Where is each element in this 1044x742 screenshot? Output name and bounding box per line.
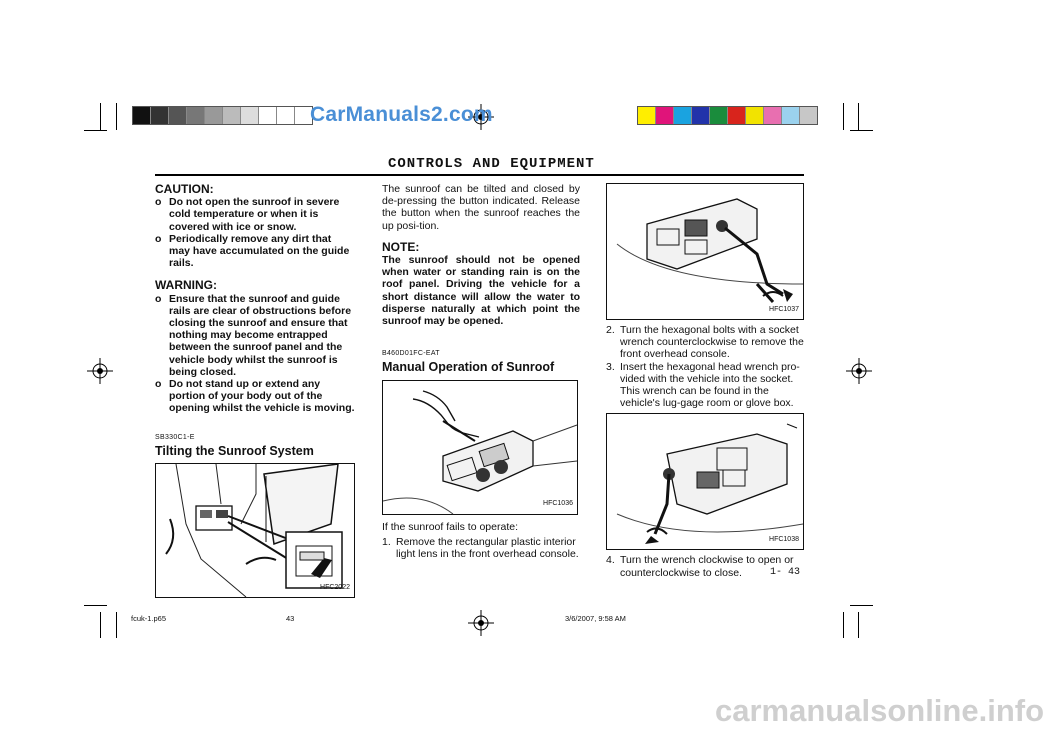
page-number: 1- 43 [770, 567, 801, 578]
calibration-swatch [258, 107, 276, 124]
column-left [155, 183, 355, 598]
caution-heading: CAUTION: [155, 182, 214, 196]
calibration-swatch [727, 107, 745, 124]
header-rule [155, 174, 804, 176]
calibration-swatch [763, 107, 781, 124]
step-item: 1. Remove the rectangular plastic interior light lens in the front overhead console. [382, 535, 579, 561]
hex-wrench-illustration [607, 414, 803, 549]
calibration-swatch [150, 107, 168, 124]
figure-code: HFC1037 [769, 305, 799, 313]
overhead-console-lens-illustration [383, 381, 577, 514]
registration-mark-icon [468, 610, 494, 636]
calibration-swatch [673, 107, 691, 124]
caution-item: o Do not open the sunroof in severe cold temperature or when it is covered with ice or snow. [155, 196, 340, 233]
figure-code: HFC2022 [320, 583, 350, 591]
calibration-swatch [745, 107, 763, 124]
step-item: 4. Turn the wrench clockwise to open or counterclockwise to close. [606, 554, 794, 579]
calibration-swatch [709, 107, 727, 124]
registration-mark-icon [87, 358, 113, 384]
column-right [606, 183, 804, 579]
color-calibration-bar [637, 106, 818, 125]
warning-item: o Do not stand up or extend any portion of your body out of the opening whilst the vehicle is moving. [155, 378, 355, 415]
step-item: 3. Insert the hexagonal head wrench pro-vided with the vehicle into the socket. This wrench can be found in the vehicle's lug-gage room or glove box. [606, 360, 800, 410]
section-title-tilting: Tilting the Sunroof System [155, 443, 314, 458]
warning-heading: WARNING: [155, 278, 217, 293]
calibration-swatch [638, 107, 655, 124]
column-middle [382, 183, 580, 560]
calibration-swatch [655, 107, 673, 124]
calibration-swatch [276, 107, 294, 124]
fail-text: If the sunroof fails to operate: [382, 520, 518, 533]
figure-hex-wrench [606, 413, 804, 550]
figure-socket-wrench [606, 183, 804, 320]
calibration-swatch [691, 107, 709, 124]
note-heading: NOTE: [382, 239, 420, 254]
figure-remove-lens [382, 380, 578, 515]
sunroof-console-illustration [156, 464, 354, 597]
step-item: 2. Turn the hexagonal bolts with a socket wrench counterclockwise to remove the front overhead console. [606, 324, 804, 361]
registration-mark-icon [846, 358, 872, 384]
figure-code: HFC1038 [769, 536, 799, 544]
footer-date: 3/6/2007, 9:58 AM [565, 614, 626, 623]
warning-item: o Ensure that the sunroof and guide rails are clear of obstructions before closing the sunroof and ensure that nothing may become entrapped between the sunroof panel and the vehicle body whilst the sunroof is being closed. [155, 292, 352, 378]
calibration-swatch [133, 107, 150, 124]
calibration-swatch [240, 107, 258, 124]
tilt-intro-text: The sunroof can be tilted and closed by de-pressing the button indicated. Release the button when the sunroof reaches the up posi-tion. [382, 183, 580, 232]
footer-filename: fcuk-1.p65 [131, 614, 167, 623]
calibration-swatch [204, 107, 222, 124]
section-title-manual: Manual Operation of Sunroof [382, 360, 555, 375]
note-text: The sunroof should not be opened when water or standing rain is on the roof panel. Driving the vehicle for a short distance will allow the water to disperse naturally at which point the sunroof may be opened. [382, 254, 580, 328]
page-header-title: CONTROLS AND EQUIPMENT [388, 156, 595, 172]
grayscale-calibration-bar [132, 106, 313, 125]
calibration-swatch [799, 107, 817, 124]
figure-tilt-button [155, 463, 355, 598]
calibration-swatch [222, 107, 240, 124]
socket-wrench-illustration [607, 184, 803, 319]
calibration-swatch [168, 107, 186, 124]
figure-code: HFC1036 [543, 500, 573, 508]
footer-page: 43 [286, 614, 295, 623]
footer-watermark[interactable]: carmanualsonline.info [715, 693, 1044, 728]
section-code: SB330C1-E [155, 433, 195, 441]
section-code: B460D01FC-EAT [382, 350, 440, 358]
caution-item: o Periodically remove any dirt that may have accumulated on the guide rails. [155, 232, 350, 270]
calibration-swatch [186, 107, 204, 124]
watermark-text[interactable]: CarManuals2.com [310, 103, 493, 126]
calibration-swatch [781, 107, 799, 124]
